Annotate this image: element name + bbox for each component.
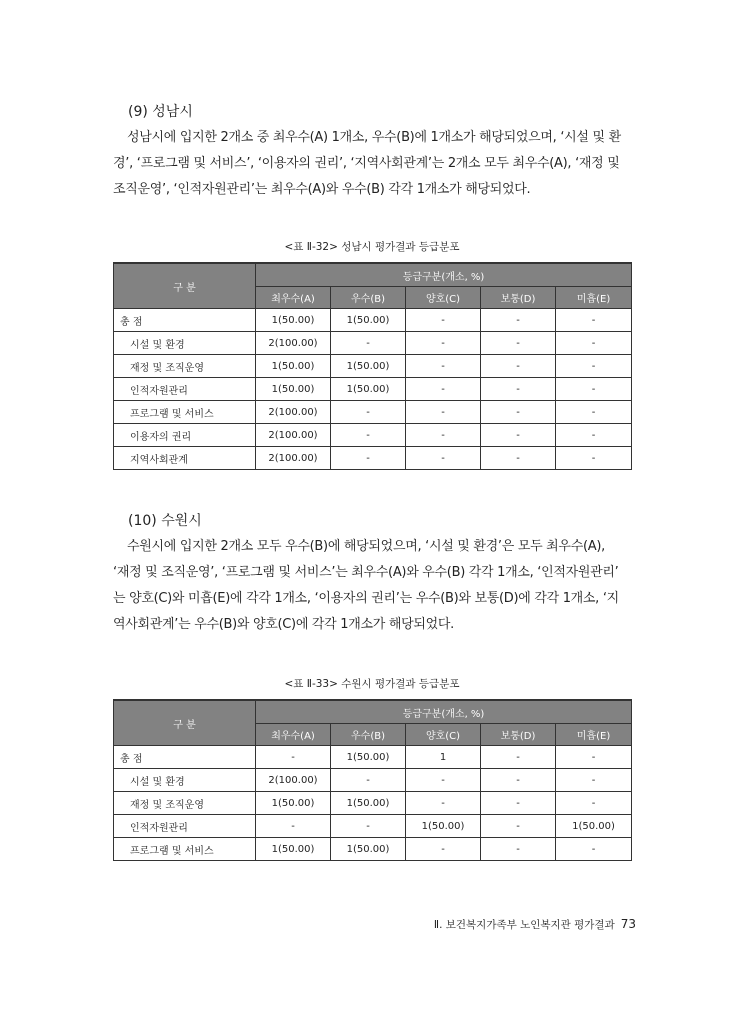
cell: - bbox=[481, 815, 556, 838]
header-grade-group: 등급구분(개소, %) bbox=[256, 263, 632, 287]
column-header: 우수(B) bbox=[331, 724, 406, 746]
cell: - bbox=[406, 401, 481, 424]
cell: - bbox=[481, 424, 556, 447]
cell: 1(50.00) bbox=[331, 838, 406, 861]
cell: 2(100.00) bbox=[256, 447, 331, 470]
cell: 1(50.00) bbox=[256, 355, 331, 378]
paragraph-line: 수원시에 입지한 2개소 모두 우수(B)에 해당되었으며, ‘시설 및 환경’은 모두 최우수(A), bbox=[127, 539, 605, 554]
header-category: 구 분 bbox=[114, 700, 256, 746]
paragraph-line: 는 양호(C)와 미흡(E)에 각각 1개소, ‘이용자의 권리’는 우수(B)와 보통(D)에 각각 1개소, ‘지 bbox=[113, 591, 619, 606]
cell: - bbox=[556, 309, 632, 332]
row-label: 시설 및 환경 bbox=[114, 332, 256, 355]
cell: 1(50.00) bbox=[331, 746, 406, 769]
cell: - bbox=[556, 447, 632, 470]
cell: - bbox=[331, 815, 406, 838]
row-label: 재정 및 조직운영 bbox=[114, 792, 256, 815]
cell: 2(100.00) bbox=[256, 769, 331, 792]
paragraph-suwon bbox=[113, 534, 636, 638]
footer-text: Ⅱ. 보건복지가족부 노인복지관 평가결과 bbox=[433, 919, 615, 931]
header-category: 구 분 bbox=[114, 263, 256, 309]
table-row bbox=[114, 792, 632, 815]
cell: 1(50.00) bbox=[406, 815, 481, 838]
column-header: 우수(B) bbox=[331, 287, 406, 309]
cell: - bbox=[481, 769, 556, 792]
cell: - bbox=[481, 355, 556, 378]
column-header: 미흡(E) bbox=[556, 724, 632, 746]
paragraph-seongnam bbox=[113, 125, 636, 203]
cell: - bbox=[556, 332, 632, 355]
row-label: 프로그램 및 서비스 bbox=[114, 401, 256, 424]
row-label: 총 점 bbox=[114, 309, 256, 332]
table-row bbox=[114, 401, 632, 424]
cell: - bbox=[331, 401, 406, 424]
table-row bbox=[114, 815, 632, 838]
row-label: 시설 및 환경 bbox=[114, 769, 256, 792]
cell: 1(50.00) bbox=[556, 815, 632, 838]
cell: - bbox=[481, 746, 556, 769]
cell: 1(50.00) bbox=[331, 378, 406, 401]
paragraph-line: ‘재정 및 조직운영’, ‘프로그램 및 서비스’는 최우수(A)와 우수(B) 각각 1개소, ‘인적자원관리’ bbox=[113, 565, 619, 580]
row-label: 총 점 bbox=[114, 746, 256, 769]
cell: - bbox=[331, 447, 406, 470]
page-footer bbox=[434, 917, 636, 932]
row-label: 인적자원관리 bbox=[114, 378, 256, 401]
cell: 1(50.00) bbox=[331, 355, 406, 378]
grade-table-seongnam bbox=[113, 262, 632, 470]
cell: - bbox=[556, 838, 632, 861]
cell: - bbox=[481, 332, 556, 355]
table-row bbox=[114, 378, 632, 401]
cell: - bbox=[256, 815, 331, 838]
cell: - bbox=[556, 378, 632, 401]
table-caption-33: <표 Ⅱ-33> 수원시 평가결과 등급분포 bbox=[284, 678, 460, 690]
cell: - bbox=[406, 769, 481, 792]
paragraph-line: 조직운영’, ‘인적자원관리’는 최우수(A)와 우수(B) 각각 1개소가 해당되었다. bbox=[113, 182, 531, 197]
section-title-seongnam: (9) 성남시 bbox=[128, 104, 193, 120]
section-title-suwon: (10) 수원시 bbox=[128, 513, 202, 529]
cell: - bbox=[481, 309, 556, 332]
row-label: 인적자원관리 bbox=[114, 815, 256, 838]
table-row bbox=[114, 355, 632, 378]
paragraph-line: 역사회관계’는 우수(B)와 양호(C)에 각각 1개소가 해당되었다. bbox=[113, 617, 454, 632]
cell: 1(50.00) bbox=[256, 378, 331, 401]
cell: 2(100.00) bbox=[256, 332, 331, 355]
column-header: 보통(D) bbox=[481, 724, 556, 746]
page-number: 73 bbox=[620, 917, 636, 931]
cell: - bbox=[481, 838, 556, 861]
cell: 1(50.00) bbox=[331, 309, 406, 332]
cell: 2(100.00) bbox=[256, 424, 331, 447]
cell: - bbox=[406, 447, 481, 470]
table-row bbox=[114, 769, 632, 792]
cell: - bbox=[406, 332, 481, 355]
table-row bbox=[114, 424, 632, 447]
column-header: 미흡(E) bbox=[556, 287, 632, 309]
cell: - bbox=[481, 401, 556, 424]
cell: - bbox=[256, 746, 331, 769]
cell: - bbox=[331, 332, 406, 355]
cell: - bbox=[406, 792, 481, 815]
cell: 1(50.00) bbox=[256, 309, 331, 332]
row-label: 프로그램 및 서비스 bbox=[114, 838, 256, 861]
cell: - bbox=[331, 424, 406, 447]
table-row bbox=[114, 447, 632, 470]
cell: - bbox=[556, 355, 632, 378]
row-label: 지역사회관계 bbox=[114, 447, 256, 470]
cell: - bbox=[481, 792, 556, 815]
column-header: 최우수(A) bbox=[256, 724, 331, 746]
cell: - bbox=[556, 424, 632, 447]
row-label: 재정 및 조직운영 bbox=[114, 355, 256, 378]
column-header: 양호(C) bbox=[406, 724, 481, 746]
cell: 1(50.00) bbox=[256, 838, 331, 861]
cell: - bbox=[556, 769, 632, 792]
grade-table-suwon bbox=[113, 699, 632, 861]
table-row bbox=[114, 746, 632, 769]
row-label: 이용자의 권리 bbox=[114, 424, 256, 447]
cell: 1 bbox=[406, 746, 481, 769]
cell: - bbox=[406, 378, 481, 401]
paragraph-line: 성남시에 입지한 2개소 중 최우수(A) 1개소, 우수(B)에 1개소가 해당되었으며, ‘시설 및 환 bbox=[127, 130, 621, 145]
table-row bbox=[114, 309, 632, 332]
cell: - bbox=[331, 769, 406, 792]
cell: 2(100.00) bbox=[256, 401, 331, 424]
table-caption-32: <표 Ⅱ-32> 성남시 평가결과 등급분포 bbox=[284, 241, 460, 253]
cell: - bbox=[556, 401, 632, 424]
cell: - bbox=[481, 378, 556, 401]
cell: - bbox=[556, 792, 632, 815]
column-header: 보통(D) bbox=[481, 287, 556, 309]
column-header: 양호(C) bbox=[406, 287, 481, 309]
table-row bbox=[114, 332, 632, 355]
cell: 1(50.00) bbox=[256, 792, 331, 815]
paragraph-line: 경’, ‘프로그램 및 서비스’, ‘이용자의 권리’, ‘지역사회관계’는 2개소 모두 최우수(A), ‘재정 및 bbox=[113, 156, 620, 171]
header-grade-group: 등급구분(개소, %) bbox=[256, 700, 632, 724]
cell: - bbox=[406, 838, 481, 861]
cell: - bbox=[406, 355, 481, 378]
cell: - bbox=[556, 746, 632, 769]
cell: - bbox=[406, 424, 481, 447]
cell: - bbox=[406, 309, 481, 332]
cell: - bbox=[481, 447, 556, 470]
table-row bbox=[114, 838, 632, 861]
column-header: 최우수(A) bbox=[256, 287, 331, 309]
cell: 1(50.00) bbox=[331, 792, 406, 815]
